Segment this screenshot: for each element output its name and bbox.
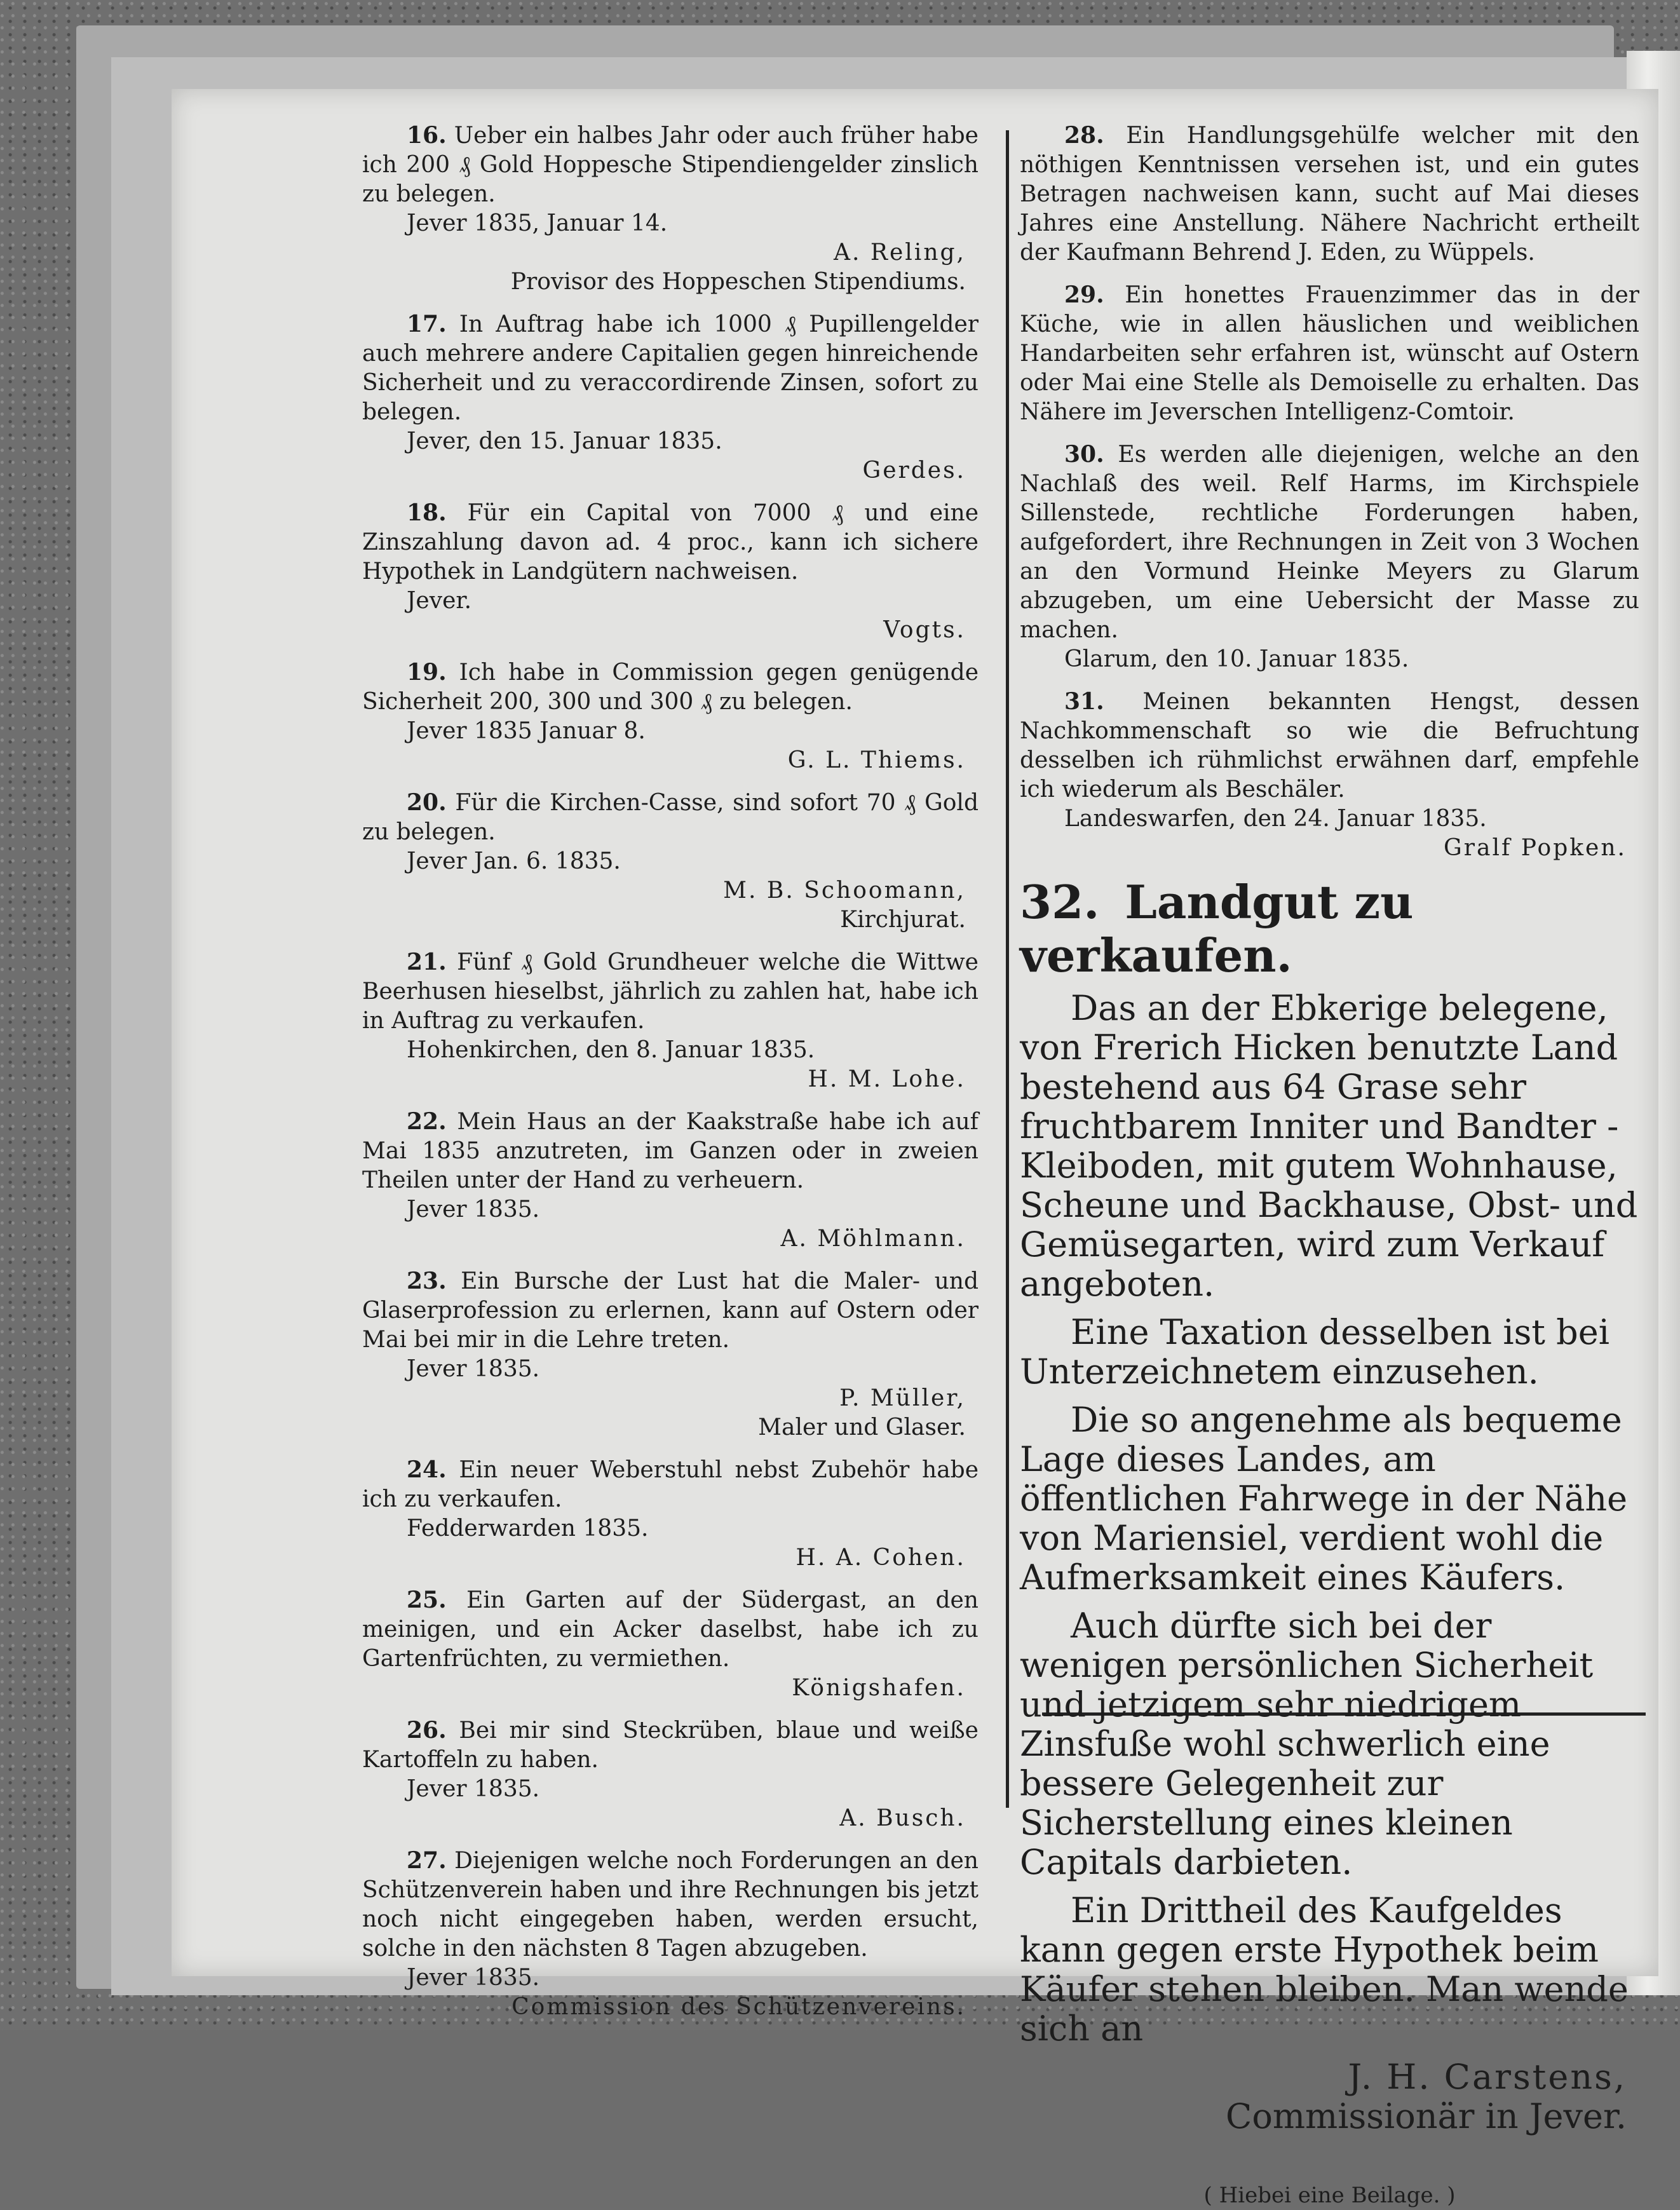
ad-signature: P. Müller, xyxy=(839,1385,966,1411)
ad-body: In Auftrag habe ich 1000 ₰ Pupillengelder auch mehrere andere Capitalien gegen hinreichende Sicherheit und zu veraccordirende Zinsen, sofort zu belegen. xyxy=(362,311,979,425)
ad-signature: Gerdes. xyxy=(862,458,966,484)
ad-body: Fünf ₰ Gold Grundheuer welche die Wittwe Beerhusen hieselbst, jährlich zu zahlen hat, habe ich in Auftrag zu verkaufen. xyxy=(362,949,979,1034)
feature-signature: J. H. Carstens, xyxy=(1348,2057,1627,2097)
ad-text xyxy=(362,1585,979,1674)
left-column xyxy=(362,121,979,2035)
ad-text xyxy=(362,947,979,1036)
feature-signature-title: Commissionär in Jever. xyxy=(1226,2096,1627,2136)
classified-ad xyxy=(362,788,979,935)
classified-ad xyxy=(1020,121,1639,268)
classified-ad xyxy=(362,1585,979,1703)
ad-body: Für die Kirchen-Casse, sind sofort 70 ₰ Gold zu belegen. xyxy=(362,790,979,845)
classified-ad xyxy=(362,498,979,645)
ad-signature: Königshafen. xyxy=(792,1675,966,1701)
ad-number: 16. xyxy=(407,122,447,149)
ad-signature-title: Kirchjurat. xyxy=(840,907,966,933)
ad-text xyxy=(1020,121,1639,268)
ad-number: 29. xyxy=(1064,281,1104,308)
ad-signature: A. Möhlmann. xyxy=(780,1226,966,1252)
classified-ad xyxy=(362,1107,979,1254)
column-divider xyxy=(1006,130,1009,1808)
ad-text xyxy=(362,1266,979,1355)
ad-number: 25. xyxy=(407,1587,447,1613)
ad-number: 18. xyxy=(407,499,447,526)
ad-body: Meinen bekannten Hengst, dessen Nachkommenschaft so wie die Befruchtung desselben ich rühmlichst erwähnen darf, empfehle ich wiederum als Beschäler. xyxy=(1020,689,1639,803)
ad-body: Diejenigen welche noch Forderungen an den Schützenverein haben und ihre Rechnungen bis jetzt noch nicht eingegeben haben, werden ersucht, solche in den nächsten 8 Tagen abzugeben. xyxy=(362,1848,979,1962)
ad-number: 27. xyxy=(407,1847,447,1874)
feature-paragraph: Ein Drittheil des Kaufgeldes kann gegen erste Hypothek beim Käufer stehen bleiben. Man wende sich an xyxy=(1020,1890,1629,2049)
classified-ad xyxy=(1020,280,1639,427)
classified-ad xyxy=(362,309,979,485)
ad-signature: H. M. Lohe. xyxy=(808,1066,966,1092)
classified-ad xyxy=(362,1455,979,1573)
ad-text xyxy=(1020,687,1639,804)
ad-body: Ueber ein halbes Jahr oder auch früher habe ich 200 ₰ Gold Hoppesche Stipendiengelder zinslich zu belegen. xyxy=(362,123,979,207)
ad-signature: M. B. Schoomann, xyxy=(723,878,966,904)
feature-title: Landgut zu verkaufen. xyxy=(1020,875,1414,982)
ad-signature-title: Provisor des Hoppeschen Stipendiums. xyxy=(510,269,966,295)
ad-place-date: Glarum, den 10. Januar 1835. xyxy=(1064,646,1409,672)
ad-text xyxy=(362,1455,979,1514)
ad-text xyxy=(362,658,979,717)
ad-place-date: Jever 1835 Januar 8. xyxy=(407,718,646,744)
classified-ad xyxy=(1020,687,1639,863)
ad-place-date: Jever, den 15. Januar 1835. xyxy=(407,428,722,454)
ad-text xyxy=(1020,280,1639,427)
feature-headline xyxy=(1020,876,1639,982)
ad-body: Mein Haus an der Kaakstraße habe ich auf Mai 1835 anzutreten, im Ganzen oder in zweien Theilen unter der Hand zu verheuern. xyxy=(362,1109,979,1193)
right-ads xyxy=(1020,121,1639,863)
classified-ad xyxy=(362,947,979,1094)
ad-number: 30. xyxy=(1064,441,1104,468)
ad-number: 21. xyxy=(407,949,447,975)
ad-body: Ein Handlungsgehülfe welcher mit den nöthigen Kenntnissen versehen ist, und ein gutes Betragen nachweisen kann, sucht auf Mai dieses Jahres eine Anstellung. Nähere Nachricht ertheilt der Kaufmann Behrend J. Eden, zu Wüppels. xyxy=(1020,123,1639,266)
feature-number: 32. xyxy=(1020,875,1100,929)
ad-body: Ich habe in Commission gegen genügende Sicherheit 200, 300 und 300 ₰ zu belegen. xyxy=(362,660,979,715)
ad-place-date: Jever 1835. xyxy=(407,1776,540,1802)
ad-body: Es werden alle diejenigen, welche an den Nachlaß des weil. Relf Harms, im Kirchspiele Sillenstede, rechtliche Forderungen haben, aufgefordert, ihre Rechnungen in Zeit von 3 Wochen an den Vormund Heinke Meyers zu Glarum abzugeben, um eine Uebersicht der Masse zu machen. xyxy=(1020,442,1639,643)
ad-signature: A. Reling, xyxy=(834,240,966,266)
ad-text xyxy=(362,1716,979,1775)
ad-body: Bei mir sind Steckrüben, blaue und weiße Kartoffeln zu haben. xyxy=(362,1718,979,1773)
ad-number: 26. xyxy=(407,1717,447,1744)
ad-body: Ein Bursche der Lust hat die Maler- und Glaserprofession zu erlernen, kann auf Ostern oder Mai bei mir in die Lehre treten. xyxy=(362,1268,979,1353)
ad-place-date: Fedderwarden 1835. xyxy=(407,1515,649,1542)
right-column xyxy=(1020,121,1639,2210)
ad-number: 23. xyxy=(407,1268,447,1294)
ad-number: 19. xyxy=(407,659,447,686)
ad-text xyxy=(362,788,979,847)
ad-place-date: Jever. xyxy=(407,588,472,614)
classified-ad xyxy=(1020,440,1639,674)
ad-text xyxy=(1020,440,1639,645)
ad-number: 22. xyxy=(407,1108,447,1135)
feature-paragraph: Eine Taxation desselben ist bei Unterzeichnetem einzusehen. xyxy=(1020,1312,1609,1392)
feature-paragraph: Auch dürfte sich bei der wenigen persönlichen Sicherheit und jetzigem sehr niedrigem Zinsfuße wohl schwerlich eine bessere Gelegenheit zur Sicherstellung eines kleinen Capitals darbieten. xyxy=(1020,1606,1594,1882)
ad-place-date: Jever Jan. 6. 1835. xyxy=(407,848,621,874)
ad-body: Für ein Capital von 7000 ₰ und eine Zinszahlung davon ad. 4 proc., kann ich sichere Hypothek in Landgütern nachweisen. xyxy=(362,500,979,585)
ad-place-date: Jever 1835. xyxy=(407,1197,540,1223)
ad-text xyxy=(362,309,979,427)
ad-body: Ein Garten auf der Südergast, an den meinigen, und ein Acker daselbst, habe ich zu Gartenfrüchten, zu vermiethen. xyxy=(362,1587,979,1672)
ad-text xyxy=(362,1107,979,1195)
ad-signature: G. L. Thiems. xyxy=(787,747,966,773)
ad-number: 24. xyxy=(407,1456,447,1483)
ad-signature: Commission des Schützenvereins. xyxy=(511,1994,966,2020)
feature-paragraph: Das an der Ebkerige belegene, von Frerich Hicken benutzte Land bestehend aus 64 Grase sehr fruchtbarem Inniter und Bandter - Kleiboden, mit gutem Wohnhause, Scheune und Backhause, Obst- und Gemüsegarten, wird zum Verkauf angeboten. xyxy=(1020,988,1638,1304)
classified-ad xyxy=(362,1846,979,2022)
ad-number: 28. xyxy=(1064,122,1104,149)
ad-signature: Vogts. xyxy=(883,617,966,643)
ad-number: 31. xyxy=(1064,688,1104,715)
ad-text xyxy=(362,498,979,586)
ad-place-date: Jever 1835, Januar 14. xyxy=(407,210,668,236)
classified-ad xyxy=(362,658,979,775)
feature-ad xyxy=(1020,989,1639,2136)
classified-ad xyxy=(362,121,979,297)
ad-signature: H. A. Cohen. xyxy=(796,1545,966,1571)
ad-body: Ein neuer Weberstuhl nebst Zubehör habe ich zu verkaufen. xyxy=(362,1457,979,1512)
ad-text xyxy=(362,1846,979,1963)
ad-text xyxy=(362,121,979,209)
classified-ad xyxy=(362,1716,979,1833)
ad-signature: Gralf Popken. xyxy=(1444,835,1627,861)
ad-body: Ein honettes Frauenzimmer das in der Küche, wie in allen häuslichen und weiblichen Handarbeiten sehr erfahren ist, wünscht auf Ostern oder Mai eine Stelle als Demoiselle zu erhalten. Das Nähere im Jeverschen Intelligenz-Comtoir. xyxy=(1020,282,1640,425)
ad-signature: A. Busch. xyxy=(839,1805,966,1831)
classified-ad xyxy=(362,1266,979,1442)
ad-place-date: Landeswarfen, den 24. Januar 1835. xyxy=(1064,806,1487,832)
feature-paragraph: Die so angenehme als bequeme Lage dieses Landes, am öffentlichen Fahrwege in der Nähe von Mariensiel, verdient wohl die Aufmerksamkeit eines Käufers. xyxy=(1020,1400,1628,1597)
ad-place-date: Hohenkirchen, den 8. Januar 1835. xyxy=(407,1037,815,1063)
ad-place-date: Jever 1835. xyxy=(407,1965,540,1991)
supplement-note: ( Hiebei eine Beilage. ) xyxy=(1203,2183,1456,2208)
ad-number: 20. xyxy=(407,789,447,816)
ad-place-date: Jever 1835. xyxy=(407,1356,540,1382)
ad-number: 17. xyxy=(407,311,447,337)
ad-signature-title: Maler und Glaser. xyxy=(758,1414,966,1441)
